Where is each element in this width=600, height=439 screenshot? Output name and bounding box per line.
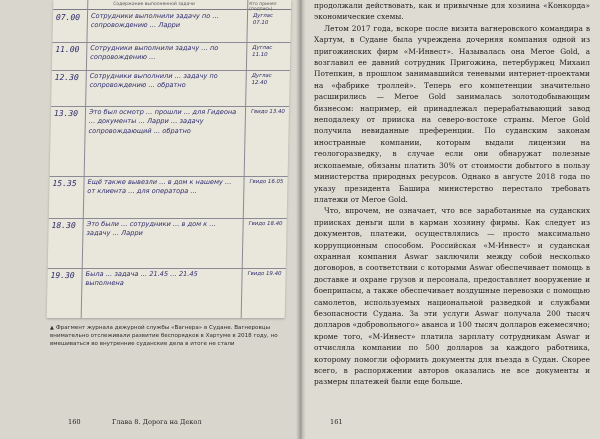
- paragraph: Что, впрочем, не означает, что все заработанные на суданских приисках деньги шли в карман хозяину фирмы. Как следует из документов, платежи, осуществлялись — просто максимально коррупционным способом. Российская «М-Инвест» и суданская охранная компания Aswar заключили между собой несколько договоров, в соответствии с которыми Aswar обеспечивает помощь в доставке и охране грузов и персонала, предоставляет вооружение и боеприпасы, а также обеспечивает воздушные перевозки с помощью самолетов, используемых национальной разведкой и службами безопасности Судана. За эти услуги Aswar получала 200 тысяч долларов «добровольного» аванса и 100 тысяч долларов ежемесячно; кроме того, «М-Инвест» платила зарплату сотрудникам Aswar и отчисляла компании по 500 долларов за каждого работника, которому помогли оформить документы для въезда в Судан. Скорее всего, в распоряжении авторов оказались не все документы и размеры платежей были еще больше.: [314, 206, 590, 387]
- journal-photo: [47, 0, 292, 318]
- body-text: [314, 0, 590, 388]
- journal-time: 07.00: [55, 13, 81, 22]
- journal-text: Была … задача … 21.45 … 21.45 выполнена: [85, 270, 198, 288]
- triangle-icon: ▲: [50, 325, 54, 331]
- journal-text: Сотрудники выполнили задачу по … сопровождению … Ларри: [90, 12, 220, 30]
- journal-signature: Дуглас 12.40: [251, 73, 272, 86]
- journal-row: [47, 268, 286, 316]
- journal-row: [52, 42, 291, 71]
- journal-signature: Дуглас 11.10: [252, 45, 273, 58]
- journal-header-sign: Кто принял (подпись): [249, 2, 277, 12]
- figure-caption: [50, 324, 288, 348]
- journal-signature: Гвидо 19.40: [247, 271, 282, 277]
- journal-row: [50, 106, 289, 177]
- journal-text: Это был осмотр … прошли … для Гидеона … документы … Ларри … задачу сопровождающий … обратно: [88, 108, 237, 135]
- journal-header: [53, 0, 291, 10]
- journal-row: [48, 218, 287, 269]
- journal-header-task: Содержание выполненной задачи: [113, 2, 195, 7]
- journal-row: [52, 10, 291, 43]
- journal-row: [51, 70, 290, 107]
- paragraph: продолжали действовать, как и привычные для хозяина «Конкорда» экономические схемы.: [314, 1, 590, 22]
- journal-time: 12.30: [54, 73, 79, 82]
- journal-time: 15.35: [52, 179, 77, 188]
- journal-time: 19.30: [50, 271, 75, 280]
- book-spine: [296, 0, 306, 439]
- journal-text: Ещё также вывезли … в дом к нашему … от клиента … для оператора …: [87, 178, 232, 196]
- journal-time: 11.00: [55, 45, 80, 54]
- journal-text: Это были … сотрудники … в дом к … задачу … Ларри: [86, 220, 216, 238]
- journal-signature: Гвидо 18.40: [248, 221, 283, 227]
- journal-time: 13.30: [53, 109, 79, 118]
- journal-signature: Гвидо 13.40: [250, 109, 285, 115]
- journal-signature: Гвидо 16.05: [249, 179, 284, 185]
- caption-text: Фрагмент журнала дежурной службы «Вагнера» в Судане. Вагнеровцы внимательно отслеживали развитие беспорядков в Хартуме в 2018 году, но вмешиваться во внутренние суданские дела в итоге не стали: [50, 325, 278, 347]
- journal-row: [49, 176, 288, 219]
- journal-signature: Дуглас 07.10: [252, 13, 274, 26]
- paragraph: Летом 2017 года, вскоре после визита вагнеровского командира в Хартум, в Судане была учреждена дочерняя компания одной из пригожинских фирм «М-Инвест». Называлась она Meroe Gold, а возглавил ее давний сотрудник Пригожина, петербуржец Михаил Потепкин, в прошлом занимавшийся теневыми интернет-проектами на «фабрике троллей». Теперь его компетенции значительно расширились — Meroe Gold занималась золотодобывающим бизнесом: например, ей принадлежал перерабатывающий завод неподалеку от прииска на северо-востоке страны. Meroe Gold получила невиданные преференции. По суданским законам иностранные компании, которым выдали лицензии на геологоразведку, в случае если они обнаружат полезные ископаемые, обязаны платить 30% от стоимости добытого в пользу министерства природных ресурсов. Однако в августе 2018 года по указу президента Башира министерство перестало требовать платежи от Meroe Gold.: [314, 23, 590, 204]
- page-number: 160: [68, 418, 81, 426]
- page-number: 161: [330, 418, 343, 426]
- journal-time: 18.30: [51, 221, 76, 230]
- running-head: Глава 8. Дорога на Декол: [112, 418, 202, 426]
- journal-text: Сотрудники выполнили … задачу по сопровождению … обратно: [89, 72, 218, 90]
- journal-text: Сотрудники выполнили задачу … по сопровождению …: [90, 44, 219, 62]
